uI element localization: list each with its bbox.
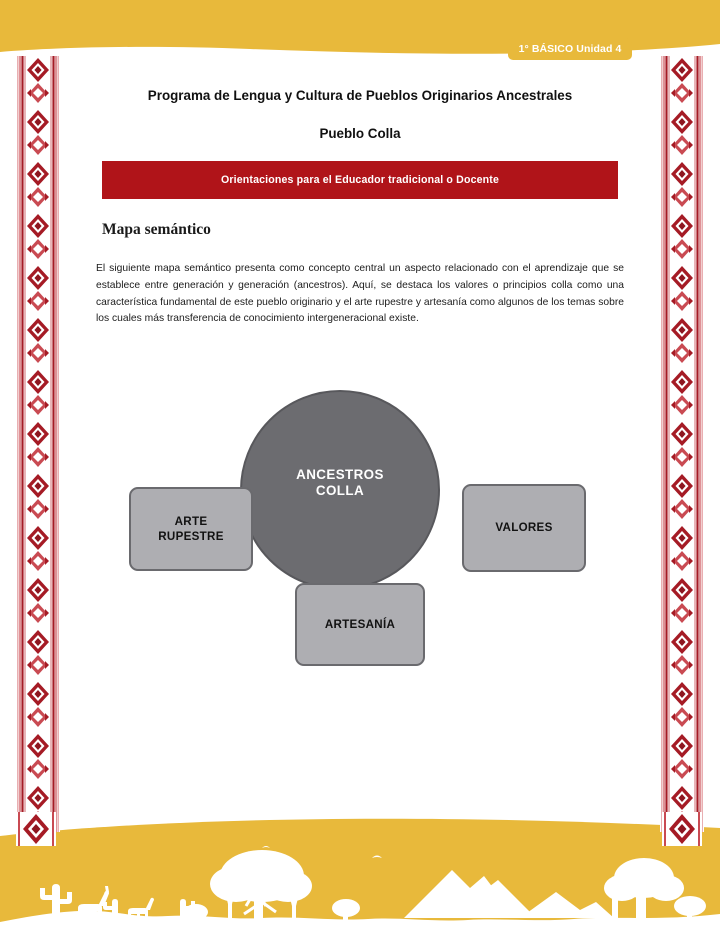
section-heading: Mapa semántico — [102, 221, 211, 239]
diagram-node-arte-rupestre — [129, 487, 253, 571]
diagram-node-arte-rupestre-label — [158, 514, 224, 544]
center-label-line1: ANCESTROS — [296, 466, 384, 482]
corner-motif-right-shape — [662, 812, 702, 846]
document-content — [80, 70, 640, 328]
intro-paragraph: El siguiente mapa semántico presenta como concepto central un aspecto relacionado con el aprendizaje que se establece entre generación y generación (ancestros). Aquí, se destaca los valores o principios colla como una característica fundamental de este pueblo originario y el arte rupestre y artesanía como algunos de los temas sobre los cuales más transferencia de conocimiento intergeneracional existe. — [96, 263, 624, 325]
corner-motif-left-shape — [16, 812, 56, 846]
page-title: Programa de Lengua y Cultura de Pueblos Originarios Ancestrales — [147, 88, 573, 103]
left-border-pattern — [16, 56, 60, 832]
arte-label-line1: ARTE — [174, 514, 208, 528]
diagram-center-node — [240, 390, 440, 590]
diagram-node-artesania — [295, 583, 425, 666]
orientation-banner — [102, 161, 618, 199]
footer-illustration-band — [0, 814, 720, 932]
diagram-node-valores-label: VALORES — [495, 521, 553, 535]
right-border-pattern — [660, 56, 704, 832]
page-subtitle: Pueblo Colla — [319, 126, 401, 142]
left-decorative-border — [16, 56, 60, 832]
diagram-node-artesania-label: ARTESANÍA — [324, 617, 396, 631]
right-decorative-border — [660, 56, 704, 832]
orientation-banner-label: Orientaciones para el Educador tradicional o Docente — [220, 174, 499, 187]
unit-badge — [508, 38, 632, 60]
unit-badge-label: 1° BÁSICO Unidad 4 — [518, 43, 622, 55]
footer-band-shape — [0, 814, 720, 932]
semantic-map-diagram — [80, 378, 640, 678]
bottom-right-corner-motif — [662, 812, 702, 846]
diagram-node-valores — [462, 484, 586, 572]
arte-label-line2: RUPESTRE — [158, 530, 224, 543]
bottom-left-corner-motif — [16, 812, 56, 846]
diagram-center-label — [296, 467, 384, 500]
center-label-line2: COLLA — [315, 483, 365, 498]
